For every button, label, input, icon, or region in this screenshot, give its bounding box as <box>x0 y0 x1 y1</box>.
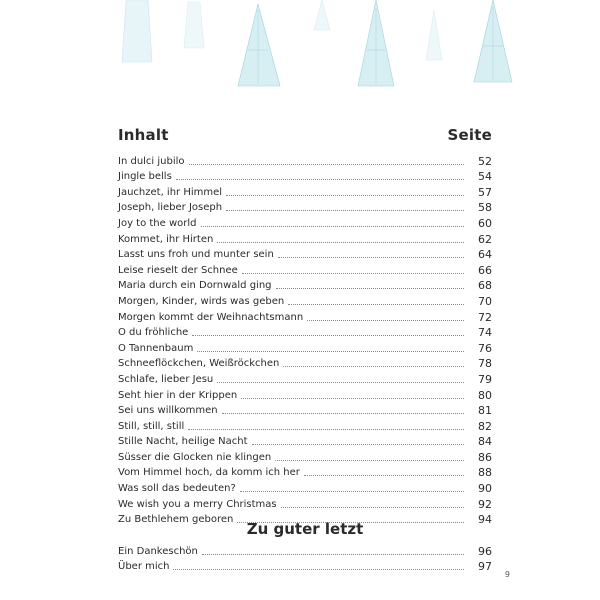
toc-entry[interactable] <box>118 246 492 262</box>
toc-entry[interactable] <box>118 199 492 215</box>
toc-entry-page: 92 <box>478 497 492 511</box>
toc-header-page-label: Seite <box>447 126 492 144</box>
toc-entry[interactable] <box>118 542 492 558</box>
leader-dots <box>201 226 464 227</box>
toc-entry-title: Morgen kommt der Weihnachtsmann <box>118 311 304 323</box>
toc-entry-page: 54 <box>478 170 492 184</box>
toc-entry-page: 68 <box>478 279 492 293</box>
toc-entry-page: 64 <box>478 248 492 262</box>
leader-dots <box>241 398 464 399</box>
toc-entry-title: Über mich <box>118 561 170 573</box>
toc-entry[interactable] <box>118 464 492 480</box>
leader-dots <box>278 257 464 258</box>
toc-entry-page: 82 <box>478 419 492 433</box>
toc-entry-title: Joy to the world <box>118 217 197 229</box>
toc-header <box>118 126 492 148</box>
toc-entry[interactable] <box>118 433 492 449</box>
toc-entry-page: 97 <box>478 560 492 574</box>
leader-dots <box>202 554 464 555</box>
toc-header-title: Inhalt <box>118 126 169 144</box>
toc-entry-page: 62 <box>478 232 492 246</box>
toc-entry-page: 74 <box>478 326 492 340</box>
toc-entry-page: 96 <box>478 544 492 558</box>
toc-entry[interactable] <box>118 355 492 371</box>
toc-entry-title: We wish you a merry Christmas <box>118 498 277 510</box>
toc-entry[interactable] <box>118 183 492 199</box>
toc-entry[interactable] <box>118 339 492 355</box>
toc-entry-page: 60 <box>478 216 492 230</box>
leader-dots <box>252 444 464 445</box>
toc-entry-page: 76 <box>478 341 492 355</box>
toc-entry-title: Morgen, Kinder, wirds was geben <box>118 295 285 307</box>
leader-dots <box>275 460 464 461</box>
leader-dots <box>226 195 464 196</box>
toc-entry[interactable] <box>118 277 492 293</box>
toc-entry-title: O du fröhliche <box>118 327 189 339</box>
toc-entry[interactable] <box>118 308 492 324</box>
leader-dots <box>283 366 464 367</box>
toc-list <box>118 152 492 526</box>
section-heading: Zu guter letzt <box>246 520 364 538</box>
leader-dots <box>192 335 464 336</box>
toc-entry-page: 78 <box>478 357 492 371</box>
toc-entry[interactable] <box>118 168 492 184</box>
toc-entry[interactable] <box>118 230 492 246</box>
toc-entry-title: Leise rieselt der Schnee <box>118 264 238 276</box>
leader-dots <box>240 491 464 492</box>
toc-entry-title: Süsser die Glocken nie klingen <box>118 451 272 463</box>
leader-dots <box>189 164 464 165</box>
toc-entry-page: 88 <box>478 466 492 480</box>
toc-entry-title: Sei uns willkommen <box>118 405 218 417</box>
toc-entry-page: 79 <box>478 372 492 386</box>
leader-dots <box>222 413 464 414</box>
toc-entry[interactable] <box>118 386 492 402</box>
leader-dots <box>281 507 464 508</box>
toc-entry-title: Jauchzet, ihr Himmel <box>118 186 223 198</box>
toc-entry-page: 57 <box>478 185 492 199</box>
toc-entry[interactable] <box>118 417 492 433</box>
toc-entry[interactable] <box>118 558 492 574</box>
toc-entry-title: Schneeflöckchen, Weißröckchen <box>118 358 280 370</box>
toc-entry-title: Kommet, ihr Hirten <box>118 233 214 245</box>
toc-entry[interactable] <box>118 261 492 277</box>
toc-entry[interactable] <box>118 479 492 495</box>
toc-entry-title: Maria durch ein Dornwald ging <box>118 280 272 292</box>
toc-entry[interactable] <box>118 152 492 168</box>
toc-entry-title: In dulci jubilo <box>118 155 185 167</box>
toc-entry-page: 72 <box>478 310 492 324</box>
toc-entry-title: Schlafe, lieber Jesu <box>118 373 214 385</box>
toc-entry-page: 84 <box>478 435 492 449</box>
toc-entry-title: Ein Dankeschön <box>118 545 198 557</box>
leader-dots <box>173 569 464 570</box>
toc-entry[interactable] <box>118 214 492 230</box>
toc-entry-title: Zu Bethlehem geboren <box>118 514 234 526</box>
toc-entry-title: Still, still, still <box>118 420 185 432</box>
toc-entry[interactable] <box>118 324 492 340</box>
toc-entry[interactable] <box>118 292 492 308</box>
toc-entry-page: 70 <box>478 294 492 308</box>
leader-dots <box>276 288 464 289</box>
decorative-trees-illustration <box>88 0 518 90</box>
page-number: 9 <box>504 570 510 579</box>
toc-entry[interactable] <box>118 402 492 418</box>
toc-entry[interactable] <box>118 370 492 386</box>
toc-entry-page: 90 <box>478 482 492 496</box>
leader-dots <box>188 429 464 430</box>
book-page <box>88 0 518 600</box>
toc-entry-title: Vom Himmel hoch, da komm ich her <box>118 467 300 479</box>
toc-entry-title: Stille Nacht, heilige Nacht <box>118 436 248 448</box>
toc-list-section2 <box>118 542 492 573</box>
toc-entry-page: 52 <box>478 154 492 168</box>
toc-entry-title: Jingle bells <box>118 171 172 183</box>
leader-dots <box>217 242 464 243</box>
toc-entry[interactable] <box>118 495 492 511</box>
toc-entry-page: 80 <box>478 388 492 402</box>
toc-entry-title: O Tannenbaum <box>118 342 194 354</box>
toc-entry-title: Joseph, lieber Joseph <box>118 202 223 214</box>
leader-dots <box>242 273 464 274</box>
toc-entry-title: Lasst uns froh und munter sein <box>118 249 274 261</box>
leader-dots <box>307 320 464 321</box>
toc-entry-page: 86 <box>478 450 492 464</box>
leader-dots <box>176 179 464 180</box>
toc-entry-title: Was soll das bedeuten? <box>118 483 236 495</box>
toc-entry-page: 66 <box>478 263 492 277</box>
leader-dots <box>226 210 464 211</box>
toc-entry[interactable] <box>118 448 492 464</box>
toc-entry-title: Seht hier in der Krippen <box>118 389 238 401</box>
leader-dots <box>288 304 464 305</box>
leader-dots <box>217 382 464 383</box>
leader-dots <box>197 351 464 352</box>
toc-entry-page: 94 <box>478 513 492 527</box>
leader-dots <box>304 475 464 476</box>
toc-entry-page: 58 <box>478 201 492 215</box>
toc-entry-page: 81 <box>478 404 492 418</box>
